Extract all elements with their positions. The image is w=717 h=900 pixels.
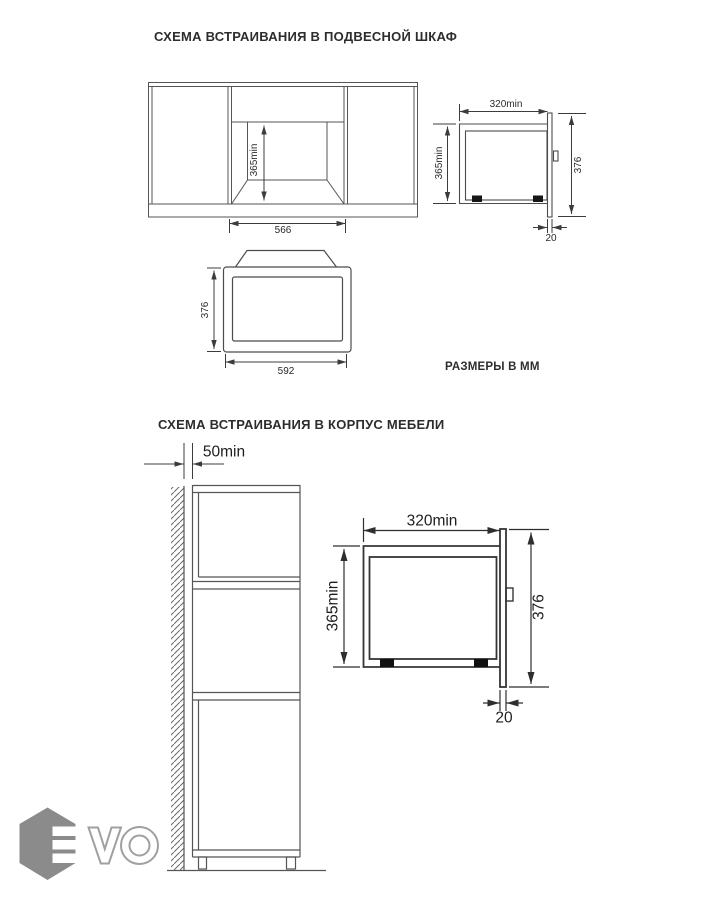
dim-label-niche-height-front: 365min bbox=[249, 143, 260, 177]
dim-label-appliance-height: 376 bbox=[200, 301, 211, 319]
dim-label-frame-overhang-furniture: 20 bbox=[495, 709, 513, 727]
dim-label-niche-width-front: 566 bbox=[274, 225, 292, 236]
dim-label-frame-overhang-side: 20 bbox=[545, 233, 557, 244]
dim-label-depth-side: 320min bbox=[489, 99, 523, 110]
logo-e-bar bbox=[53, 854, 87, 864]
wall-hatching bbox=[171, 487, 184, 870]
units-note: РАЗМЕРЫ В ММ bbox=[445, 361, 540, 373]
section-title-furniture-body: СХЕМА ВСТРАИВАНИЯ В КОРПУС МЕБЕЛИ bbox=[158, 417, 445, 432]
front-frame-panel bbox=[500, 529, 506, 687]
dim-label-frame-height-side: 376 bbox=[573, 156, 584, 174]
brand-logo bbox=[20, 808, 159, 881]
cabinet-leg bbox=[287, 857, 296, 869]
section-title-hanging-cabinet: СХЕМА ВСТРАИВАНИЯ В ПОДВЕСНОЙ ШКАФ bbox=[154, 29, 458, 44]
furniture-column-view bbox=[193, 485, 301, 869]
dimension-frame-overhang bbox=[533, 219, 567, 233]
cabinet-leg bbox=[199, 857, 207, 869]
oven-foot bbox=[474, 659, 488, 667]
dim-label-niche-height-furniture: 365min bbox=[324, 580, 342, 632]
logo-e-bar bbox=[53, 840, 87, 850]
oven-foot bbox=[472, 196, 482, 203]
furniture-side-view bbox=[333, 518, 549, 711]
dim-label-frame-height-furniture: 376 bbox=[530, 594, 548, 620]
logo-e-bar bbox=[53, 827, 87, 837]
door-latch bbox=[554, 151, 559, 161]
door-latch bbox=[506, 588, 513, 601]
dim-label-wall-clearance: 50min bbox=[202, 443, 246, 461]
appliance-front-view bbox=[207, 251, 351, 369]
oven-foot bbox=[533, 196, 543, 203]
logo-letter-v bbox=[89, 828, 122, 864]
hanging-cabinet-side-view bbox=[433, 104, 586, 233]
dimension-frame-overhang bbox=[483, 690, 523, 711]
wall-and-floor bbox=[167, 486, 326, 871]
hanging-cabinet-front-view bbox=[149, 83, 418, 234]
dim-label-appliance-width: 592 bbox=[277, 366, 295, 377]
dim-label-depth-furniture: 320min bbox=[406, 512, 458, 530]
front-frame-panel bbox=[548, 113, 553, 217]
logo-letter-o-inner bbox=[130, 836, 150, 856]
oven-foot bbox=[380, 659, 394, 667]
dim-label-niche-height-side: 365min bbox=[434, 146, 445, 180]
